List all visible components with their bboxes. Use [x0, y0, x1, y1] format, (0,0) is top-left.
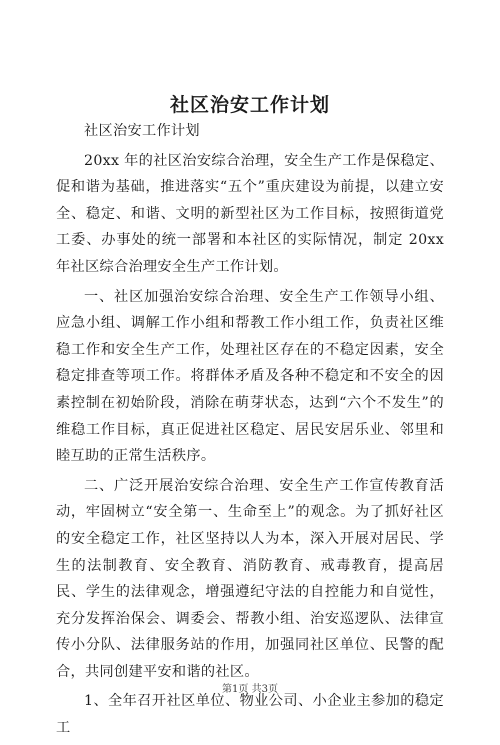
- paragraph-intro: 20xx 年的社区治安综合治理，安全生产工作是保稳定、促和谐为基础，推进落实“五个”重庆建设为前提，以建立安全、稳定、和谐、文明的新型社区为工作目标，按照街道党工委、办事处的统一部署和本社区的实际情况，制定 20xx 年社区综合治理安全生产工作计划。: [56, 152, 444, 275]
- document-title: 社区治安工作计划: [169, 94, 330, 116]
- paragraph-item-one: 1、全年召开社区单位、物业公司、小企业主参加的稳定工: [56, 693, 444, 737]
- paragraph-section-one: 一、社区加强治安综合治理、安全生产工作领导小组、应急小组、调解工作小组和帮教工作小组工作，负责社区维稳工作和安全生产工作，处理社区存在的不稳定因素，安全稳定排查等项工作。将群体矛盾及各种不稳定和不安全的因素控制在初始阶段，消除在萌芽状态，达到“六个不发生”的维稳工作目标，真正促进社区稳定、居民安居乐业、邻里和睦互助的正常生活秩序。: [56, 288, 444, 465]
- document-subtitle: 社区治安工作计划: [84, 123, 200, 139]
- page-number: 第1页 共3页: [222, 684, 278, 695]
- paragraph-section-two: 二、广泛开展治安综合治理、安全生产工作宣传教育活动，牢固树立“安全第一、生命至上”的观念。为了抓好社区的安全稳定工作，社区坚持以人为本，深入开展对居民、学生的法制教育、安全教育、消防教育、戒毒教育，提高居民、学生的法律观念，增强遵纪守法的自控能力和自觉性，充分发挥治保会、调委会、帮教小组、治安巡逻队、法律宣传小分队、法律服务站的作用，加强同社区单位、民警的配合，共同创建平安和谐的社区。: [56, 477, 444, 680]
- document-body: [56, 118, 444, 745]
